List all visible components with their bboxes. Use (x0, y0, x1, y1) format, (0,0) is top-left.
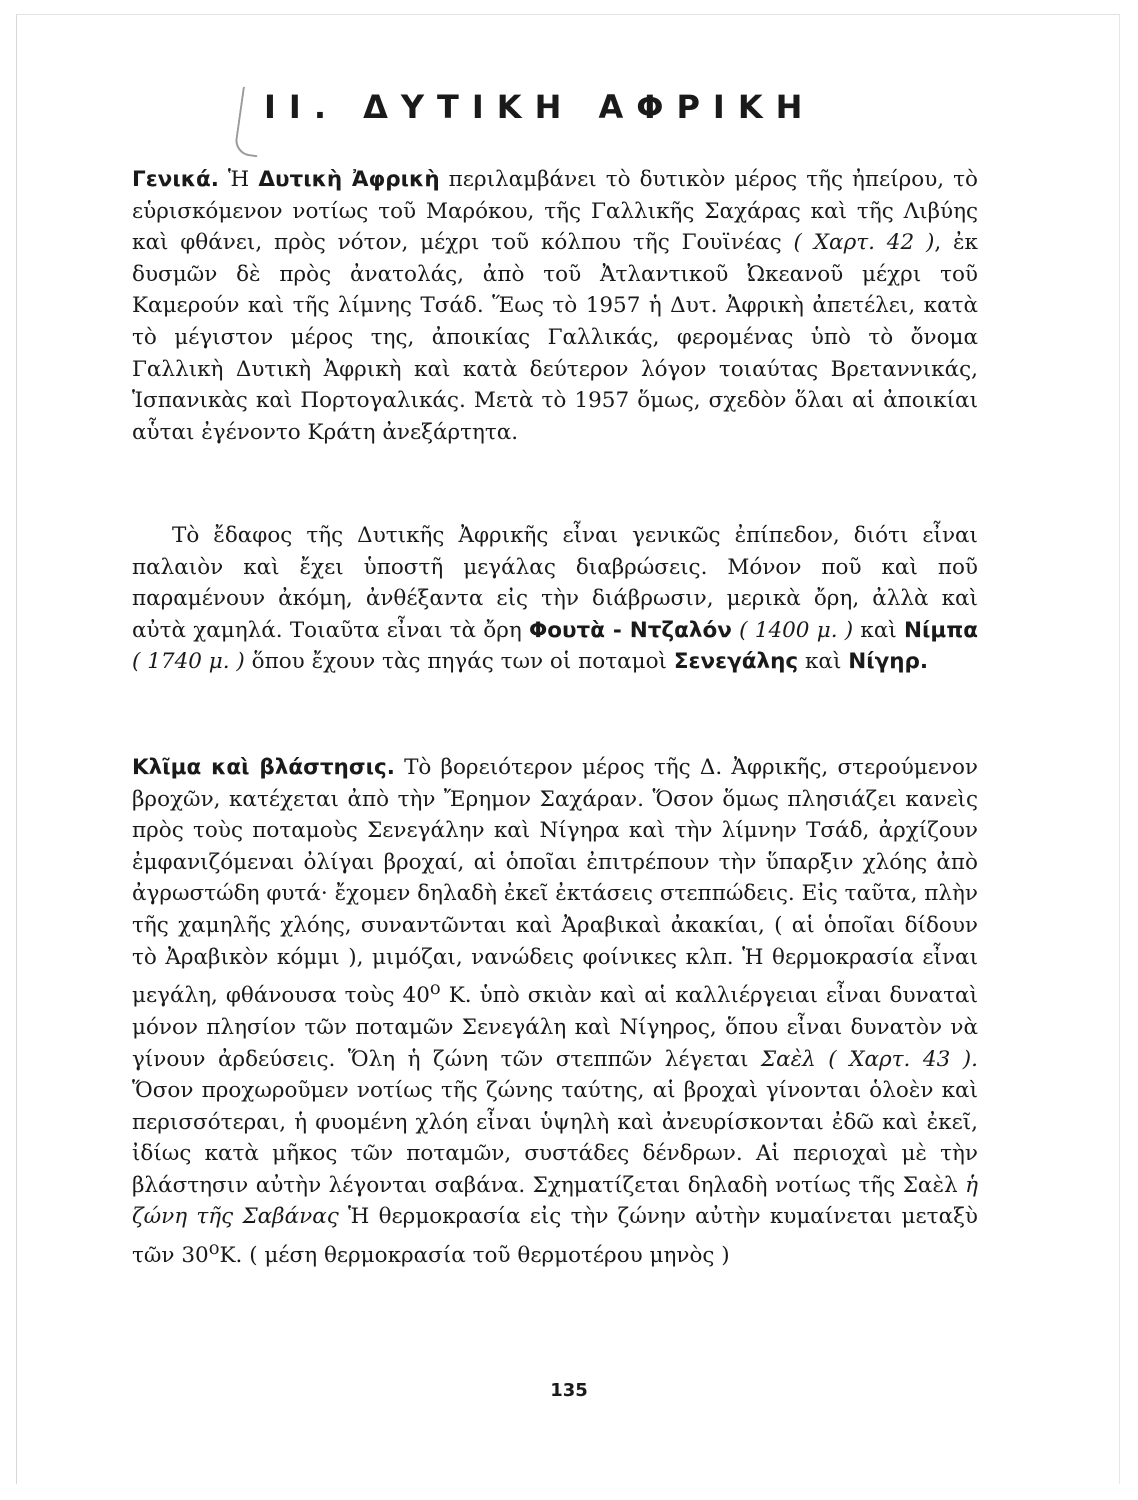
text-run: Ἡ (218, 167, 259, 192)
bold-term: Νίγηρ. (848, 649, 929, 675)
bold-term: Σενεγάλης (673, 649, 799, 675)
section-heading-climate: Κλῖμα καὶ βλάστησις. (132, 755, 395, 780)
section-heading-general: Γενικά. (132, 167, 219, 192)
italic-term: ἡ ζώνη τῆς Σαβάνας (132, 1172, 978, 1230)
bold-term: Νίμπα (904, 617, 978, 643)
degree-mark: ο (208, 1238, 220, 1260)
paragraph-terrain (132, 520, 978, 678)
text-run: Κ. ὑπὸ σκιὰν καὶ αἱ καλλιέργειαι εἶναι δυναταὶ μόνον πλησίον τῶν ποταμῶν Σενεγάλη καὶ Νίγηρος, ὅπου εἶναι δυνατὸν νὰ γίνουν ἀρδεύσεις. Ὅλη ἡ ζώνη τῶν στεππῶν λέγεται (132, 983, 978, 1072)
text-run: καὶ (798, 649, 849, 675)
text-run: καὶ (853, 617, 905, 643)
text-run: Τὸ βορειότερον μέρος τῆς Δ. Ἀφρικῆς, στερούμενον βροχῶν, κατέχεται ἀπὸ τὴν Ἔρημον Σαχάραν. Ὅσον ὅμως πλησιάζει κανεὶς πρὸς τοὺς ποταμοὺς Σενεγάλην καὶ Νίγηρα καὶ τὴν λίμνην Τσάδ, ἀρχίζουν ἐμφανιζόμεναι ὀλίγαι βροχαί, αἱ ὁποῖαι ἐπιτρέπουν τὴν ὕπαρξιν χλόης ἀπὸ ἀγρωστώδη φυτά· ἔχομεν δηλαδὴ ἐκεῖ ἐκτάσεις στεππώδεις. Εἰς ταῦτα, πλὴν τῆς χαμηλῆς χλόης, συναντῶνται καὶ Ἀραβικαὶ ἀκακίαι, ( αἱ ὁποῖαι δίδουν τὸ Ἀραβικὸν κόμμι ), μιμόζαι, νανώδεις φοίνικες κλπ. Ἡ θερμοκρασία εἶναι μεγάλη, φθάνουσα τοὺς 40 (132, 755, 979, 1009)
italic-term: Σαὲλ ( Χαρτ. 43 ). (760, 1046, 978, 1072)
degree-mark: ο (429, 978, 441, 1000)
text-run: περιλαμβάνει τὸ δυτικὸν μέρος τῆς ἠπείρου, τὸ εὑρισκόμενον νοτίως τοῦ Μαρόκου, τῆς Γαλλικῆς Σαχάρας καὶ τῆς Λιβύης καὶ φθάνει, πρὸς νότον, μέχρι τοῦ κόλπου τῆς Γουϊνέας (132, 167, 978, 256)
map-reference: ( Χαρτ. 42 ) (793, 230, 935, 256)
text-run: Ἡ θερμοκρασία εἰς τὴν ζώνην αὐτὴν κυμαίνεται μεταξὺ τῶν 30 (132, 1204, 978, 1269)
paragraph-climate (132, 752, 978, 1272)
text-run: Ὅσον προχωροῦμεν νοτίως τῆς ζώνης ταύτης, αἱ βροχαὶ γίνονται ὁλοὲν καὶ περισσότεραι, ἡ φυομένη χλόη εἶναι ὑψηλὴ καὶ ἀνευρίσκονται ἐδῶ καὶ ἐκεῖ, ἰδίως κατὰ μῆκος τῶν ποταμῶν, συστάδες δένδρων. Αἱ περιοχαὶ μὲ τὴν βλάστησιν αὐτὴν λέγονται σαβάνα. Σχηματίζεται δηλαδὴ νοτίως τῆς Σαὲλ (132, 1078, 978, 1198)
page-number: 135 (550, 1380, 588, 1401)
elevation: ( 1740 μ. ) (132, 649, 245, 675)
text-run: ὅπου ἔχουν τὰς πηγάς των οἱ ποταμοὶ (244, 649, 674, 675)
bold-term: Φουτὰ - Ντζαλόν (528, 617, 732, 643)
elevation: ( 1400 μ. ) (739, 617, 854, 643)
text-run: Τὸ ἔδαφος τῆς Δυτικῆς Ἀφρικῆς εἶναι γενικῶς ἐπίπεδον, διότι εἶναι παλαιὸν καὶ ἔχει ὑποστῆ μεγάλας διαβρώσεις. Μόνον ποῦ καὶ ποῦ παραμένουν ἀκόμη, ἀνθέξαντα εἰς τὴν διάβρωσιν, μερικὰ ὄρη, ἀλλὰ καὶ αὐτὰ χαμηλά. Τοιαῦτα εἶναι τὰ ὄρη (132, 523, 978, 643)
paragraph-general (132, 164, 978, 448)
text-run: , ἐκ δυσμῶν δὲ πρὸς ἀνατολάς, ἀπὸ τοῦ Ἀτλαντικοῦ Ὠκεανοῦ μέχρι τοῦ Καμερούν καὶ τῆς λίμνης Τσάδ. Ἕως τὸ 1957 ἡ Δυτ. Ἀφρικὴ ἀπετέλει, κατὰ τὸ μέγιστον μέρος της, ἀποικίας Γαλλικάς, φερομένας ὑπὸ τὸ ὄνομα Γαλλικὴ Δυτικὴ Ἀφρικὴ καὶ κατὰ δεύτερον λόγον τοιαύτας Βρεταννικάς, Ἱσπανικὰς καὶ Πορτογαλικάς. Μετὰ τὸ 1957 ὅμως, σχεδὸν ὅλαι αἱ ἀποικίαι αὗται ἐγένοντο Κράτη ἀνεξάρτητα. (132, 230, 978, 445)
text-run: Κ. ( μέση θερμοκρασία τοῦ θερμοτέρου μηνὸς ) (219, 1243, 730, 1269)
bold-term: Δυτικὴ Ἀφρικὴ (258, 167, 440, 192)
chapter-title: II. ΔΥΤΙΚΗ ΑΦΡΙΚΗ (264, 88, 816, 126)
